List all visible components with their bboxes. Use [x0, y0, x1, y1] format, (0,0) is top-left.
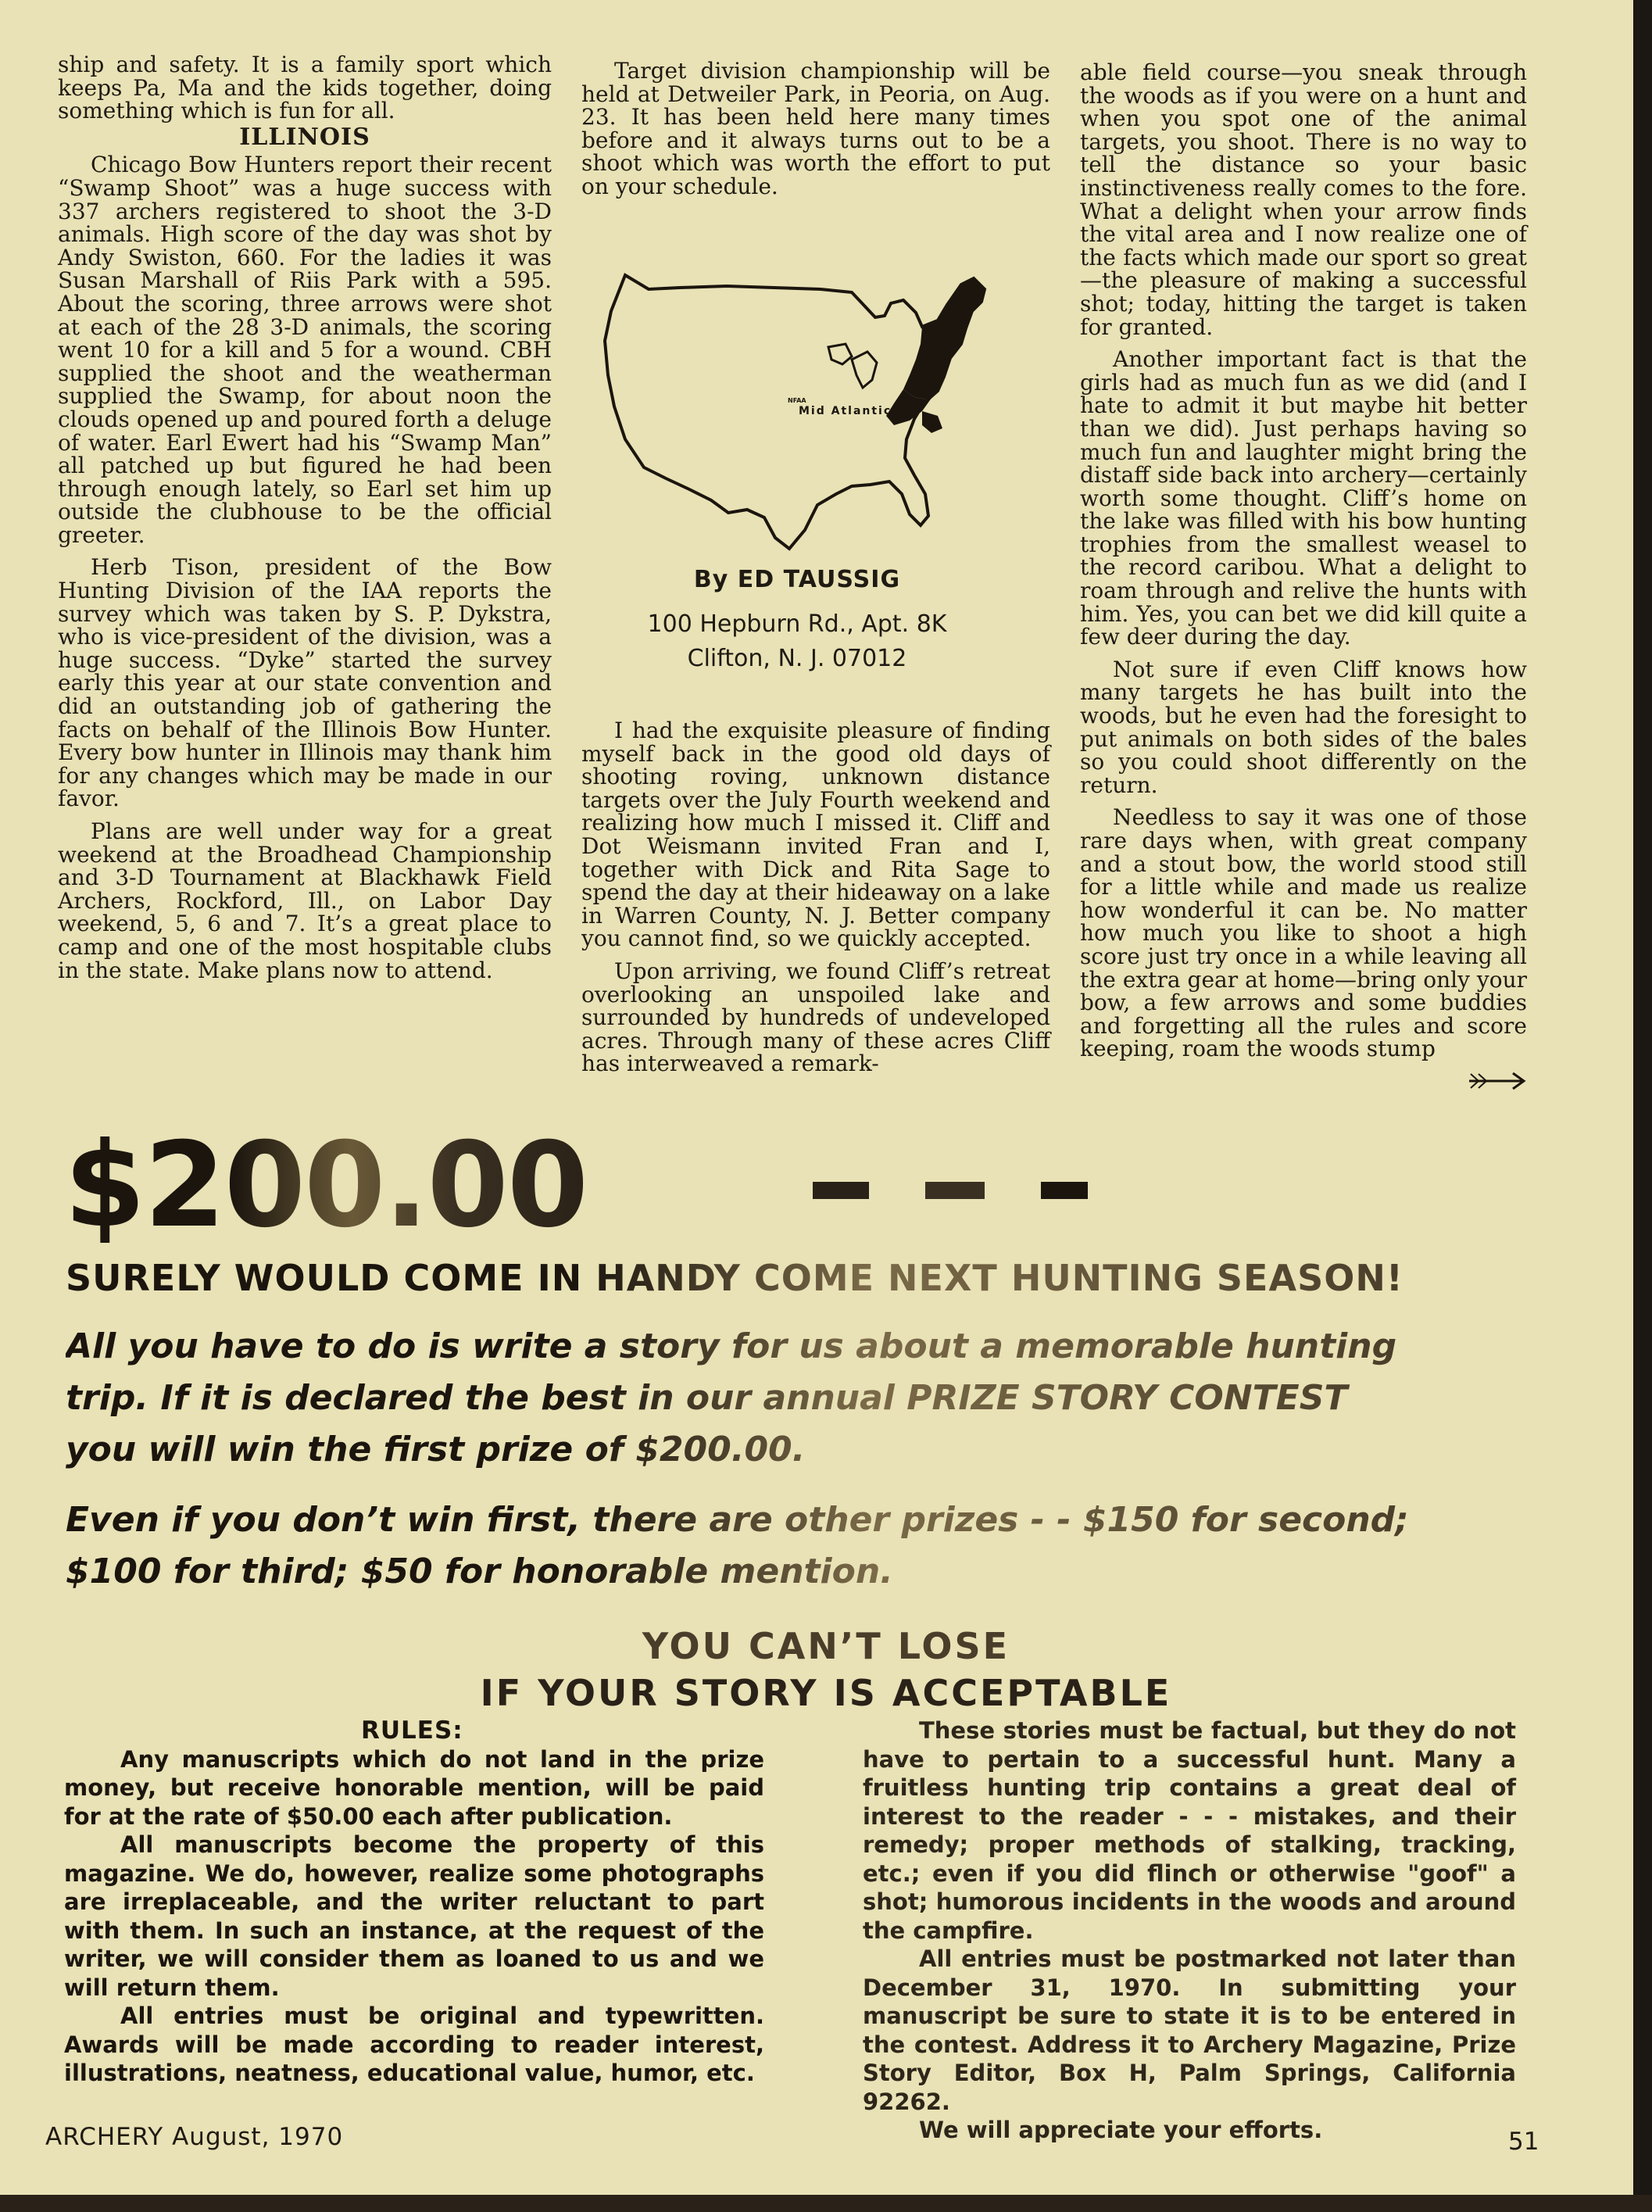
rule-paragraph: These stories must be factual, but they do not have to pertain to a successful hunt. Many a fruitless hunting trip contains a great deal of interest to the reader - - - mistakes, and their remedy; proper methods of stalking, tracking, etc.; even if you did flinch or otherwise "goof" a shot; humorous incidents in the woods and around the campfire. [863, 1717, 1516, 1944]
page-number: 51 [1508, 2128, 1539, 2156]
col3-paragraph: Needless to say it was one of those rare days when, with great company and a stout bow, the world stood still for a little while and made us realize how wonderful it can be. No matter how much you like to shoot a high score just try once in a while leaving all the extra gear at home—bring only your bow, a few arrows and some buddies and forgetting all the rules and score keeping, roam the woods stump [1080, 804, 1527, 1062]
author-name: By ED TAUSSIG [693, 566, 901, 593]
rule-paragraph: All manuscripts become the property of this magazine. We do, however, realize some photographs are irreplaceable, and the writer reluctant to part with them. In such an instance, at the request of the writer, we will consider them as loaned to us and we will return them. [64, 1831, 764, 2001]
ad-paragraph-2 [66, 1494, 1409, 1598]
rule-paragraph: All entries must be original and typewritten. Awards will be made according to reader interest, illustrations, neatness, educational value, humor, etc. [64, 2003, 764, 2086]
rules-column-left [64, 1716, 764, 2088]
column-1 [58, 53, 552, 982]
ad-line: you will win the first prize of $200.00. [66, 1430, 806, 1469]
ad-subheading-line-2: IF YOUR STORY IS ACCEPTABLE [480, 1672, 1172, 1714]
rules-column-right [863, 1716, 1516, 2145]
page-bottom-edge [0, 2195, 1652, 2212]
author-address-line-1: 100 Hepburn Rd., Apt. 8K [647, 610, 947, 638]
us-map-illustration [594, 266, 1000, 563]
dash-mark [813, 1182, 869, 1199]
ad-dashes [813, 1182, 1088, 1199]
col1-paragraph: Herb Tison, president of the Bow Hunting Division of the IAA reports the survey which was taken by S. P. Dykstra, who is vice-president of the division, was a huge success. “Dyke” started the survey early this year at our state convention and did an outstanding job of gathering the facts on behalf of the Illinois Bow Hunter. Every bow hunter in Illinois may thank him for any changes which may be made in our favor. [58, 554, 552, 812]
column-3 [1080, 61, 1527, 1061]
us-map-icon [594, 266, 1000, 563]
rule-paragraph: Any manuscripts which do not land in the prize money, but receive honorable mention, will be paid for at the rate of $50.00 each after publication. [64, 1745, 764, 1830]
col1-paragraph: Plans are well under way for a great weekend at the Broadhead Championship and 3-D Tournament at Blackhawk Field Archers, Rockford, Ill., on Labor Day weekend, 5, 6 and 7. It’s a great place to camp and one of the most hospitable clubs in the state. Make plans now to attend. [58, 818, 552, 983]
page-edge [1633, 0, 1652, 2212]
ad-line: All you have to do is write a story for us about a memorable hunting [66, 1326, 1397, 1366]
col3-paragraph: Not sure if even Cliff knows how many targets he has built into the woods, but he even had the foresight to put animals on both sides of the bales so you could shoot differently on the return. [1080, 656, 1527, 798]
ad-subheading [0, 1623, 1652, 1716]
col2-paragraph: I had the exquisite pleasure of finding myself back in the good old days of shooting roving, unknown distance targets over the July Fourth weekend and realizing how much I missed it. Cliff and Dot Weismann invited Fran and I, together with Dick and Rita Sage to spend the day at their hideaway on a lake in Warren County, N. J. Better company you cannot find, so we quickly accepted. [581, 718, 1050, 952]
ad-subheading-line-1: YOU CAN’T LOSE [642, 1625, 1010, 1667]
dash-mark [1041, 1182, 1088, 1199]
rules-title: RULES: [361, 1716, 463, 1745]
ad-line: Even if you don’t win first, there are other prizes - - $150 for second; [66, 1500, 1409, 1540]
footer-publication: ARCHERY August, 1970 [45, 2123, 344, 2151]
map-label-mid-atlantic: Mid Atlantic [799, 405, 892, 417]
col1-paragraph: Chicago Bow Hunters report their recent “Swamp Shoot” was a huge success with 337 archers registered to shoot the 3-D animals. High score of the day was shot by Andy Swiston, 660. For the ladies it was Susan Marshall of Riis Park with a 595. About the scoring, three arrows were shot at each of the 28 3-D animals, the scoring went 10 for a kill and 5 for a wound. CBH supplied the shoot and the weatherman supplied the Swamp, for about noon the clouds opened up and poured forth a deluge of water. Earl Ewert had his “Swamp Man” all patched up but figured he had been through enough lately, so Earl set him up outside the clubhouse to be the official greeter. [58, 152, 552, 548]
section-heading-illinois: ILLINOIS [239, 123, 370, 151]
col1-lead: ship and safety. It is a family sport which keeps Pa, Ma and the kids together, doing something which is fun for all. [58, 52, 552, 124]
rule-closing: We will appreciate your efforts. [919, 2117, 1323, 2143]
col3-paragraph: Another important fact is that the girls had as much fun as we did (and I hate to admit it but maybe hit better than we did). Just perhaps having so much fun and laughter might bring the distaff side back into archery—certainly worth some thought. Cliff’s home on the lake was filled with his bow hunting trophies from the smallest weasel to the record caribou. What a delight to roam through and relive the hunts with him. Yes, you can bet we did kill quite a few deer during the day. [1080, 346, 1527, 650]
ad-prize-amount: $200.00 [64, 1118, 588, 1254]
rule-paragraph: All entries must be postmarked not later than December 31, 1970. In submitting your manuscript be sure to state it is to be entered in the contest. Address it to Archery Magazine, Prize Story Editor, Box H, Palm Springs, California 92262. [863, 1945, 1516, 2115]
ad-paragraph-1 [66, 1321, 1396, 1476]
continued-arrow-icon [1466, 1069, 1529, 1093]
ad-headline: SURELY WOULD COME IN HANDY COME NEXT HUNTING SEASON! [66, 1257, 1403, 1299]
ad-line: $100 for third; $50 for honorable mention. [66, 1552, 893, 1591]
byline [594, 566, 1000, 676]
author-address-line-2: Clifton, N. J. 07012 [687, 645, 907, 672]
ad-line: trip. If it is declared the best in our annual PRIZE STORY CONTEST [66, 1378, 1348, 1418]
col2-lead: Target division championship will be held at Detweiler Park, in Peoria, on Aug. 23. It has been held here many times before and it always turns out to be a shoot which was worth the effort to put on your schedule. [581, 58, 1050, 199]
column-2-top [581, 59, 1050, 199]
col3-lead: able field course—you sneak through the woods as if you were on a hunt and when you spot one of the animal targets, you shoot. There is no way to tell the distance so your basic instinctiveness really comes to the fore. What a delight when your arrow finds the vital area and I now realize one of the facts which made our sport so great—the pleasure of making a successful shot; today, hitting the target is taken for granted. [1080, 59, 1527, 340]
col2-paragraph: Upon arriving, we found Cliff’s retreat overlooking an unspoiled lake and surrounded by hundreds of undeveloped acres. Through many of these acres Cliff has interweaved a remark- [581, 957, 1050, 1077]
map-label-nfaa: NFAA [788, 397, 806, 404]
dash-mark [925, 1182, 985, 1199]
column-2-bottom [581, 719, 1050, 1076]
